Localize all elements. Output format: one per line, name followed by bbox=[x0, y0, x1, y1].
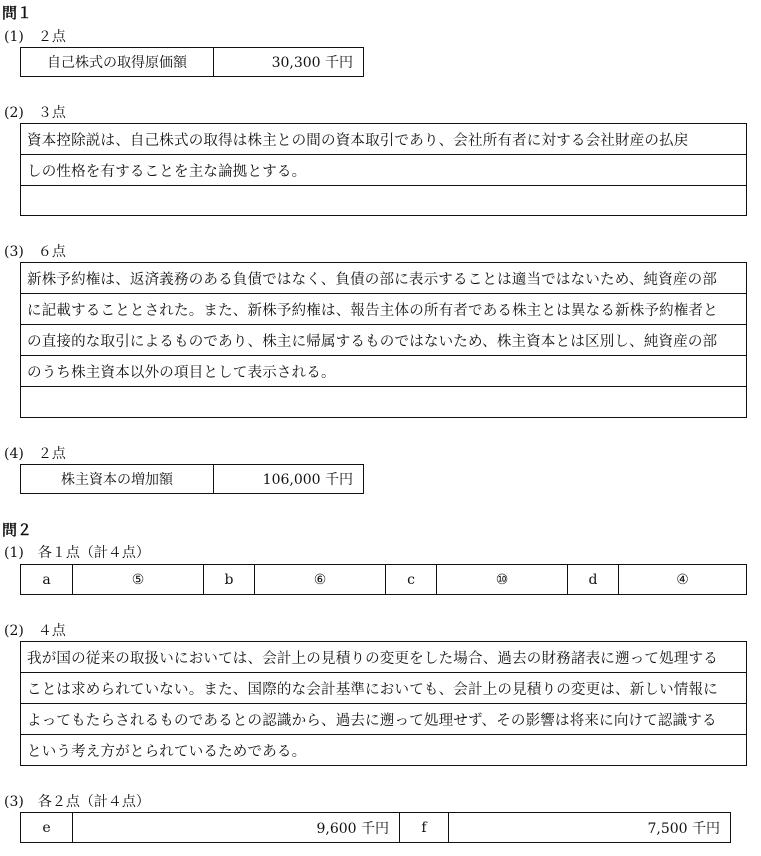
answer-line: よってもたらされるものであるとの認識から、過去に遡って処理せず、その影響は将来に向けて認識する bbox=[21, 704, 746, 735]
q2-p1-label: (1) 各１点（計４点） bbox=[4, 545, 150, 561]
answer-key: a bbox=[42, 571, 51, 588]
q1-p4-value: 106,000 千円 bbox=[262, 472, 353, 488]
q1-p4-answer-box bbox=[20, 464, 364, 494]
q2-p1-answer-box bbox=[20, 564, 747, 595]
q1-p4-item: 株主資本の増加額 bbox=[61, 472, 173, 488]
q1-p3-answer-box bbox=[20, 262, 747, 418]
answer-key: e bbox=[42, 819, 51, 836]
answer-line: しの性格を有することを主な論拠とする。 bbox=[21, 155, 746, 186]
answer-value: ④ bbox=[676, 571, 689, 588]
q1-p1-item: 自己株式の取得原価額 bbox=[47, 55, 187, 71]
q2-heading: 問２ bbox=[2, 521, 33, 539]
answer-line: ことは求められていない。また、国際的な会計基準においても、会計上の見積りの変更は、新しい情報に bbox=[21, 673, 746, 704]
answer-value: 9,600 千円 bbox=[316, 820, 389, 837]
q2-p2-label: (2) ４点 bbox=[4, 623, 66, 639]
q2-p3-answer-box bbox=[20, 812, 731, 843]
q1-p4-label: (4) ２点 bbox=[4, 446, 66, 462]
answer-value: ⑥ bbox=[313, 571, 327, 588]
answer-value: 7,500 千円 bbox=[647, 820, 720, 837]
answer-line bbox=[21, 387, 746, 417]
q1-p2-answer-box bbox=[20, 123, 747, 216]
q1-p1-value: 30,300 千円 bbox=[271, 55, 353, 71]
answer-value: ⑩ bbox=[495, 571, 509, 588]
answer-line bbox=[21, 186, 746, 215]
answer-line: 新株予約権は、返済義務のある負債ではなく、負債の部に表示することは適当ではないため、純資産の部 bbox=[21, 263, 746, 294]
answer-line: の直接的な取引によるものであり、株主に帰属するものではないため、株主資本とは区別し、純資産の部 bbox=[21, 325, 746, 356]
answer-line: のうち株主資本以外の項目として表示される。 bbox=[21, 356, 746, 387]
answer-key: d bbox=[588, 571, 598, 588]
answer-line: 資本控除説は、自己株式の取得は株主との間の資本取引であり、会社所有者に対する会社財産の払戻 bbox=[21, 124, 746, 155]
answer-value: ⑤ bbox=[131, 571, 145, 588]
answer-key: c bbox=[407, 571, 415, 588]
q1-p1-answer-box bbox=[20, 47, 364, 77]
q1-p2-label: (2) ３点 bbox=[4, 105, 66, 121]
answer-line: に記載することとされた。また、新株予約権は、報告主体の所有者である株主とは異なる新株予約権者と bbox=[21, 294, 746, 325]
q1-p3-label: (3) ６点 bbox=[4, 244, 66, 260]
answer-line: という考え方がとられているためである。 bbox=[27, 743, 307, 760]
answer-line: 我が国の従来の取扱いにおいては、会計上の見積りの変更をした場合、過去の財務諸表に遡って処理する bbox=[21, 642, 746, 673]
q2-p2-answer-box bbox=[20, 641, 747, 766]
answer-key: f bbox=[421, 819, 427, 836]
answer-key: b bbox=[224, 571, 234, 588]
q1-heading: 問１ bbox=[2, 4, 33, 22]
q1-p1-label: (1) ２点 bbox=[4, 29, 66, 45]
q2-p3-label: (3) 各２点（計４点） bbox=[4, 794, 150, 810]
